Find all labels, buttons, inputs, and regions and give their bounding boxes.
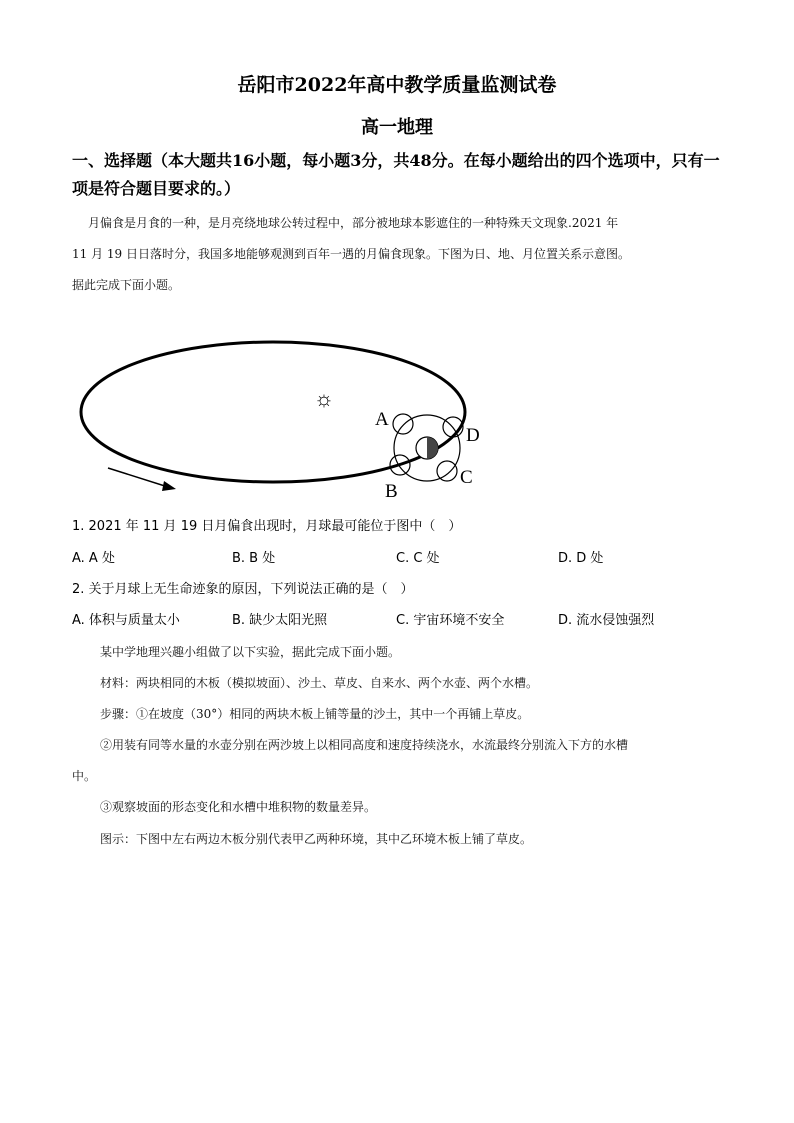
intro2-line1: 某中学地理兴趣小组做了以下实验，据此完成下面小题。 xyxy=(100,645,401,659)
moon-position-a xyxy=(393,414,413,434)
intro2-line4: ②用装有同等水量的水壶分别在两沙坡上以相同高度和速度持续浇水，水流最终分别流入下方的水槽 xyxy=(100,738,629,752)
orbit-ellipse xyxy=(81,342,465,482)
sun-icon: ☼ xyxy=(313,386,335,411)
intro1-line3: 据此完成下面小题。 xyxy=(72,278,181,292)
question-2-option-c[interactable]: C. 宇宙环境不安全 xyxy=(396,613,505,628)
moon-position-c xyxy=(437,461,457,481)
arrow-head-icon xyxy=(162,481,176,491)
earth-shadow-half xyxy=(427,437,438,459)
intro2-line3: 步骤：①在坡度（30°）相同的两块木板上铺等量的沙土，其中一个再铺上草皮。 xyxy=(100,707,530,721)
sun-earth-moon-diagram xyxy=(0,325,794,505)
label-b: B xyxy=(385,481,398,502)
direction-arrow xyxy=(108,468,168,487)
question-2-option-b[interactable]: B. 缺少太阳光照 xyxy=(232,613,328,628)
intro1-line1: 月偏食是月食的一种，是月亮绕地球公转过程中，部分被地球本影遮住的一种特殊天文现象.2021 年 xyxy=(88,216,619,230)
exam-title: 岳阳市2022年高中教学质量监测试卷 xyxy=(237,74,557,96)
section-heading: 一、选择题（本大题共16小题，每小题3分，共48分。在每小题给出的四个选项中，只有一项是符合题目要求的。） xyxy=(72,151,720,198)
question-1-option-a[interactable]: A. A 处 xyxy=(72,551,115,566)
intro2-line7: 图示：下图中左右两边木板分别代表甲乙两种环境，其中乙环境木板上铺了草皮。 xyxy=(100,832,533,846)
intro2-line6: ③观察坡面的形态变化和水槽中堆积物的数量差异。 xyxy=(100,800,377,814)
question-1-option-d[interactable]: D. D 处 xyxy=(558,551,604,566)
intro2-line2: 材料：两块相同的木板（模拟坡面）、沙土、草皮、自来水、两个水壶、两个水槽。 xyxy=(100,676,539,690)
question-1-option-b[interactable]: B. B 处 xyxy=(232,551,276,566)
intro2-line5: 中。 xyxy=(72,769,97,783)
label-d: D xyxy=(466,425,480,446)
exam-subtitle: 高一地理 xyxy=(361,117,433,138)
question-2-option-a[interactable]: A. 体积与质量太小 xyxy=(72,613,180,628)
question-1-stem: 1. 2021 年 11 月 19 日月偏食出现时，月球最可能位于图中（ ） xyxy=(72,519,462,534)
question-2-option-d[interactable]: D. 流水侵蚀强烈 xyxy=(558,613,655,628)
label-c: C xyxy=(460,467,473,488)
intro1-line2: 11 月 19 日日落时分，我国多地能够观测到百年一遇的月偏食现象。下图为日、地、月位置关系示意图。 xyxy=(72,247,630,261)
question-1-option-c[interactable]: C. C 处 xyxy=(396,551,440,566)
question-2-stem: 2. 关于月球上无生命迹象的原因，下列说法正确的是（ ） xyxy=(72,582,414,597)
label-a: A xyxy=(375,409,389,430)
